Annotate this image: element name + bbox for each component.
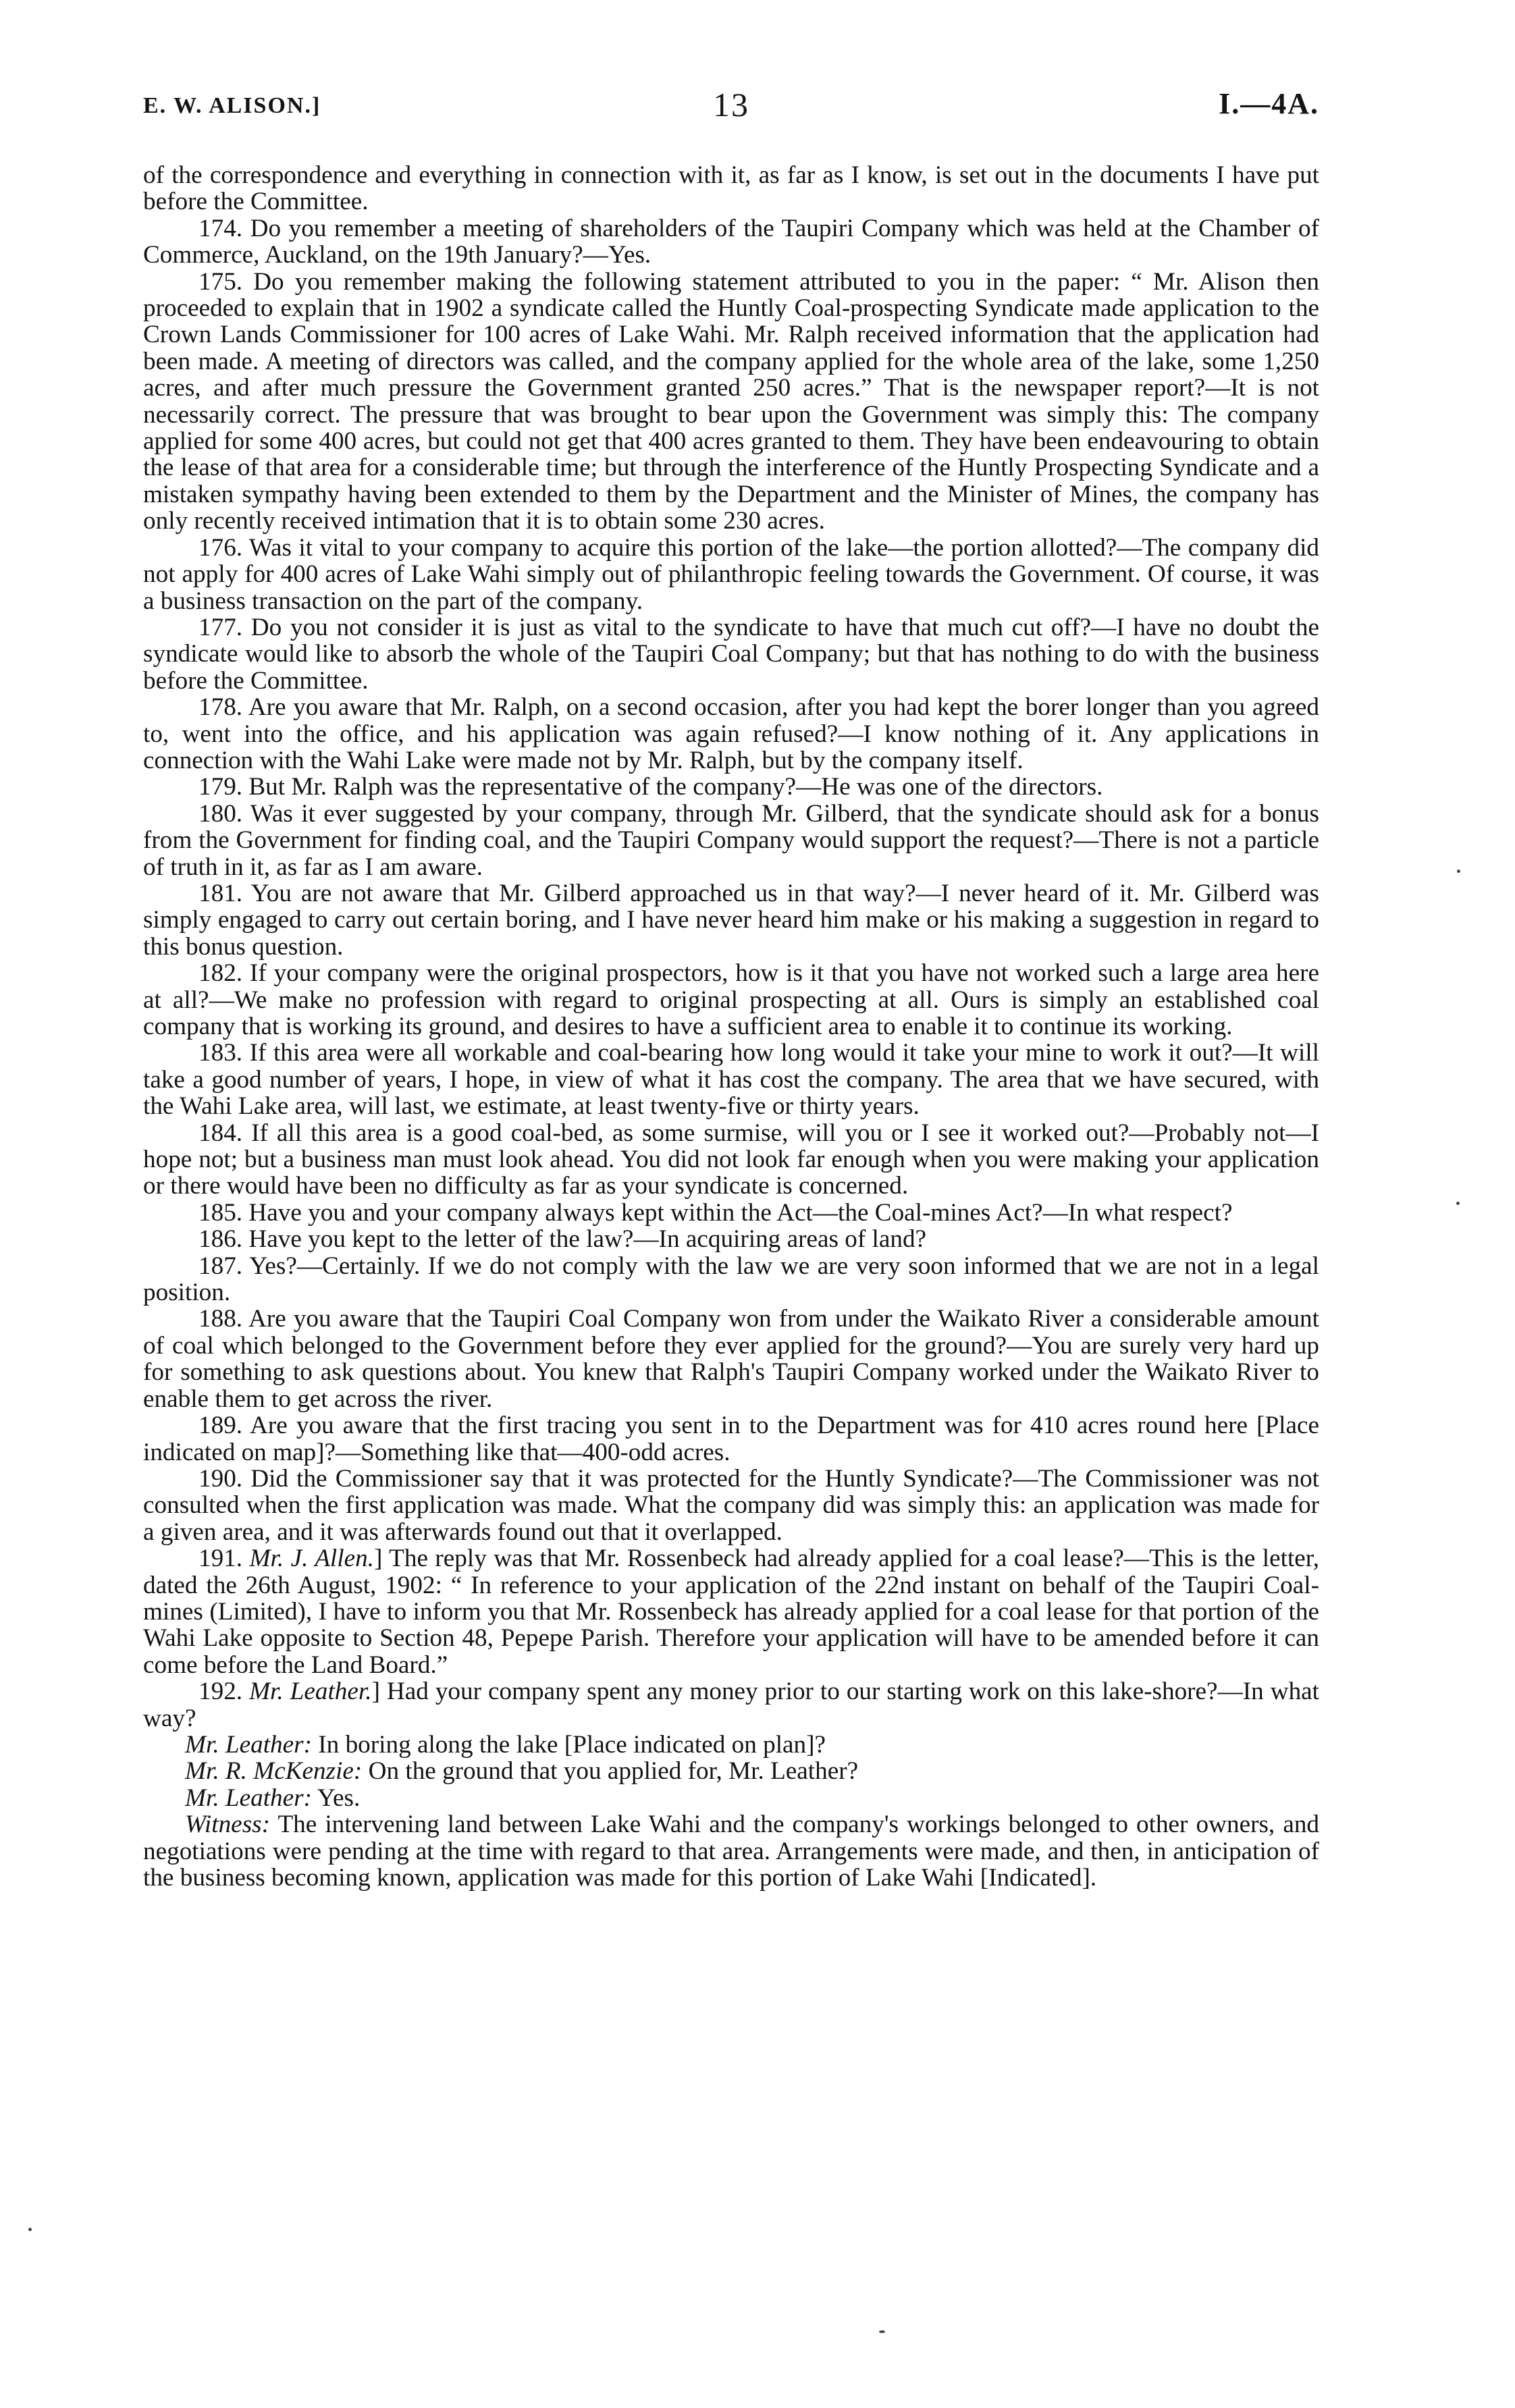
- paragraph: [143, 801, 1319, 880]
- paragraph-text: The reply was that Mr. Rossenbeck had already applied for a coal lease?—This is the letter, dated the 26th August, 1902: “ In reference to your application of the 22nd instant on behalf of the Taupiri Coal-mines (Limited), I have to inform you that Mr. Rossenbeck has already applied for a coal lease for that portion of the Wahi Lake opposite to Section 48, Pepepe Parish. Therefore your application will have to be amended before it can come before the Land Board.”: [143, 1545, 1319, 1679]
- question-number: 192.: [198, 1678, 250, 1706]
- paragraph: [143, 960, 1319, 1040]
- paragraph: [143, 215, 1319, 269]
- speaker-name: Mr. Leather.: [249, 1678, 372, 1706]
- paragraph-text: On the ground that you applied for, Mr. Leather?: [368, 1757, 859, 1786]
- paragraph: [143, 1466, 1319, 1545]
- speaker-name: Mr. R. McKenzie:: [185, 1757, 363, 1786]
- paragraph-text: 185. Have you and your company always kept within the Act—the Coal-mines Act?—In what respect?: [198, 1198, 1233, 1227]
- paragraph: [143, 1732, 1319, 1758]
- paragraph-text: of the correspondence and everything in connection with it, as far as I know, is set out in the documents I have put before the Committee.: [143, 161, 1319, 216]
- paragraph: [143, 614, 1319, 694]
- paragraph: [143, 774, 1319, 800]
- paragraph: 191. Mr. J. Allen.] The reply was that Mr. Rossenbeck had already applied for a coal lease?—This is the letter, dated the 26th August, 1902: “ In reference to your application of the 22nd instant on behalf of the Taupiri Coal-mines (Limited), I have to inform you that Mr. Rossenbeck has already applied for a coal lease for that portion of the Wahi Lake opposite to Section 48, Pepepe Parish. Therefore your application will have to be amended before it can come before the Land Board.”: [143, 1545, 1319, 1679]
- page-header: [143, 80, 1319, 140]
- margin-speck: [1457, 869, 1460, 873]
- paragraph: [143, 1040, 1319, 1119]
- paragraph: [143, 1226, 1319, 1252]
- speaker-name: Mr. Leather:: [185, 1730, 312, 1759]
- paragraph-text: 186. Have you kept to the letter of the law?—In acquiring areas of land?: [198, 1225, 927, 1254]
- paragraph-text: The intervening land between Lake Wahi and the company's workings belonged to other owners, and negotiations were pending at the time with regard to that area. Arrangements were made, and then, in anticipation of the business becoming known, application was made for this portion of Lake Wahi [Indicated].: [143, 1811, 1320, 1892]
- speaker-name: Mr. J. Allen.: [249, 1545, 374, 1573]
- paragraph: [143, 694, 1319, 774]
- paragraph: [143, 1758, 1319, 1784]
- paragraph-text: In boring along the lake [Place indicated on plan]?: [318, 1730, 826, 1759]
- paragraph: [143, 1253, 1319, 1306]
- margin-speck: [879, 2330, 885, 2333]
- paragraph-text: 182. If your company were the original prospectors, how is it that you have not worked such a large area here at all?—We make no profession with regard to original prospecting at all. Ours is simply an established coal company that is working its ground, and desires to have a sufficient area to enable it to continue its working.: [143, 959, 1319, 1040]
- paragraph: 192. Mr. Leather.] Had your company spent any money prior to our starting work on this lake-shore?—In what way?: [143, 1678, 1319, 1732]
- witness-header: E. W. ALISON.]: [143, 93, 321, 118]
- paragraph: [143, 269, 1319, 535]
- paragraph: [143, 1811, 1319, 1891]
- paragraph-text: 179. But Mr. Ralph was the representative of the company?—He was one of the directors.: [198, 773, 1103, 801]
- paragraph: [143, 1785, 1319, 1811]
- speaker-name: Witness:: [185, 1811, 271, 1839]
- paragraph-text: 181. You are not aware that Mr. Gilberd approached us in that way?—I never heard of it. Mr. Gilberd was simply engaged to carry out certain boring, and I have never heard him make or his making a suggestion in regard to this bonus question.: [143, 879, 1319, 961]
- evidence-text: [143, 162, 1319, 1891]
- paragraph-text: 177. Do you not consider it is just as vital to the syndicate to have that much cut off?—I have no doubt the syndicate would like to absorb the whole of the Taupiri Coal Company; but that has nothing to do with the business before the Committee.: [143, 613, 1319, 695]
- paragraph-text: 178. Are you aware that Mr. Ralph, on a second occasion, after you had kept the borer longer than you agreed to, went into the office, and his application was again refused?—I know nothing of it. Any applications in connection with the Wahi Lake were made not by Mr. Ralph, but by the company itself.: [143, 693, 1319, 774]
- paragraph-text: 189. Are you aware that the first tracing you sent in to the Department was for 410 acres round here [Place indicated on map]?—Something like that—400-odd acres.: [143, 1412, 1319, 1466]
- paragraph: [143, 880, 1319, 960]
- paragraph-text: 175. Do you remember making the following statement attributed to you in the paper: “ Mr. Alison then proceeded to explain that in 1902 a syndicate called the Huntly Coal-prospecting Syndicate made application to the Crown Lands Commissioner for 100 acres of Lake Wahi. Mr. Ralph received information that the application had been made. A meeting of directors was called, and the company applied for the whole area of the lake, some 1,250 acres, and after much pressure the Government granted 250 acres.” That is the newspaper report?—It is not necessarily correct. The pressure that was brought to bear upon the Government was simply this: The company applied for some 400 acres, but could not get that 400 acres granted to them. They have been endeavouring to obtain the lease of that area for a considerable time; but through the interference of the Huntly Prospecting Syndicate and a mistaken sympathy having been extended to them by the Department and the Minister of Mines, the company has only recently received intimation that it is to obtain some 230 acres.: [143, 267, 1319, 535]
- paragraph: [143, 1200, 1319, 1226]
- paragraph: [143, 1412, 1319, 1466]
- margin-speck: [28, 2228, 32, 2231]
- paragraph: [143, 162, 1319, 215]
- paragraph-text: Yes.: [317, 1784, 361, 1812]
- question-number: 191.: [198, 1545, 250, 1573]
- paragraph-text: 187. Yes?—Certainly. If we do not comply with the law we are very soon informed that we are not in a legal position.: [143, 1252, 1319, 1307]
- paragraph: [143, 1306, 1319, 1412]
- page-number: 13: [713, 86, 749, 124]
- paragraph-text: 184. If all this area is a good coal-bed, as some surmise, will you or I see it worked out?—Probably not—I hope not; but a business man must look ahead. You did not look far enough when you were making your application or there would have been no difficulty as far as your syndicate is concerned.: [143, 1119, 1319, 1200]
- margin-speck: [1456, 1202, 1460, 1205]
- paper-reference: I.—4A.: [1219, 87, 1319, 120]
- paragraph-text: 183. If this area were all workable and coal-bearing how long would it take your mine to work it out?—It will take a good number of years, I hope, in view of what it has cost the company. The area that we have secured, with the Wahi Lake area, will last, we estimate, at least twenty-five or thirty years.: [143, 1039, 1319, 1121]
- paragraph: [143, 1120, 1319, 1200]
- paragraph-text: 190. Did the Commissioner say that it was protected for the Huntly Syndicate?—The Commissioner was not consulted when the first application was made. What the company did was simply this: an application was made for a given area, and it was afterwards found out that it overlapped.: [143, 1464, 1319, 1546]
- paragraph-text: 174. Do you remember a meeting of shareholders of the Taupiri Company which was held at the Chamber of Commerce, Auckland, on the 19th January?—Yes.: [143, 214, 1319, 269]
- paragraph-text: 188. Are you aware that the Taupiri Coal Company won from under the Waikato River a considerable amount of coal which belonged to the Government before they ever applied for the ground?—You are surely very hard up for something to ask questions about. You knew that Ralph's Taupiri Company worked under the Waikato River to enable them to get across the river.: [143, 1305, 1319, 1413]
- paragraph-text: Had your company spent any money prior to our starting work on this lake-shore?—In what way?: [143, 1678, 1319, 1732]
- paragraph-text: 180. Was it ever suggested by your company, through Mr. Gilberd, that the syndicate should ask for a bonus from the Government for finding coal, and the Taupiri Company would support the request?—There is not a particle of truth in it, as far as I am aware.: [143, 799, 1319, 881]
- paragraph-text: 176. Was it vital to your company to acquire this portion of the lake—the portion allotted?—The company did not apply for 400 acres of Lake Wahi simply out of philanthropic feeling towards the Government. Of course, it was a business transaction on the part of the company.: [143, 533, 1319, 615]
- speaker-name: Mr. Leather:: [185, 1784, 312, 1812]
- paragraph: [143, 535, 1319, 614]
